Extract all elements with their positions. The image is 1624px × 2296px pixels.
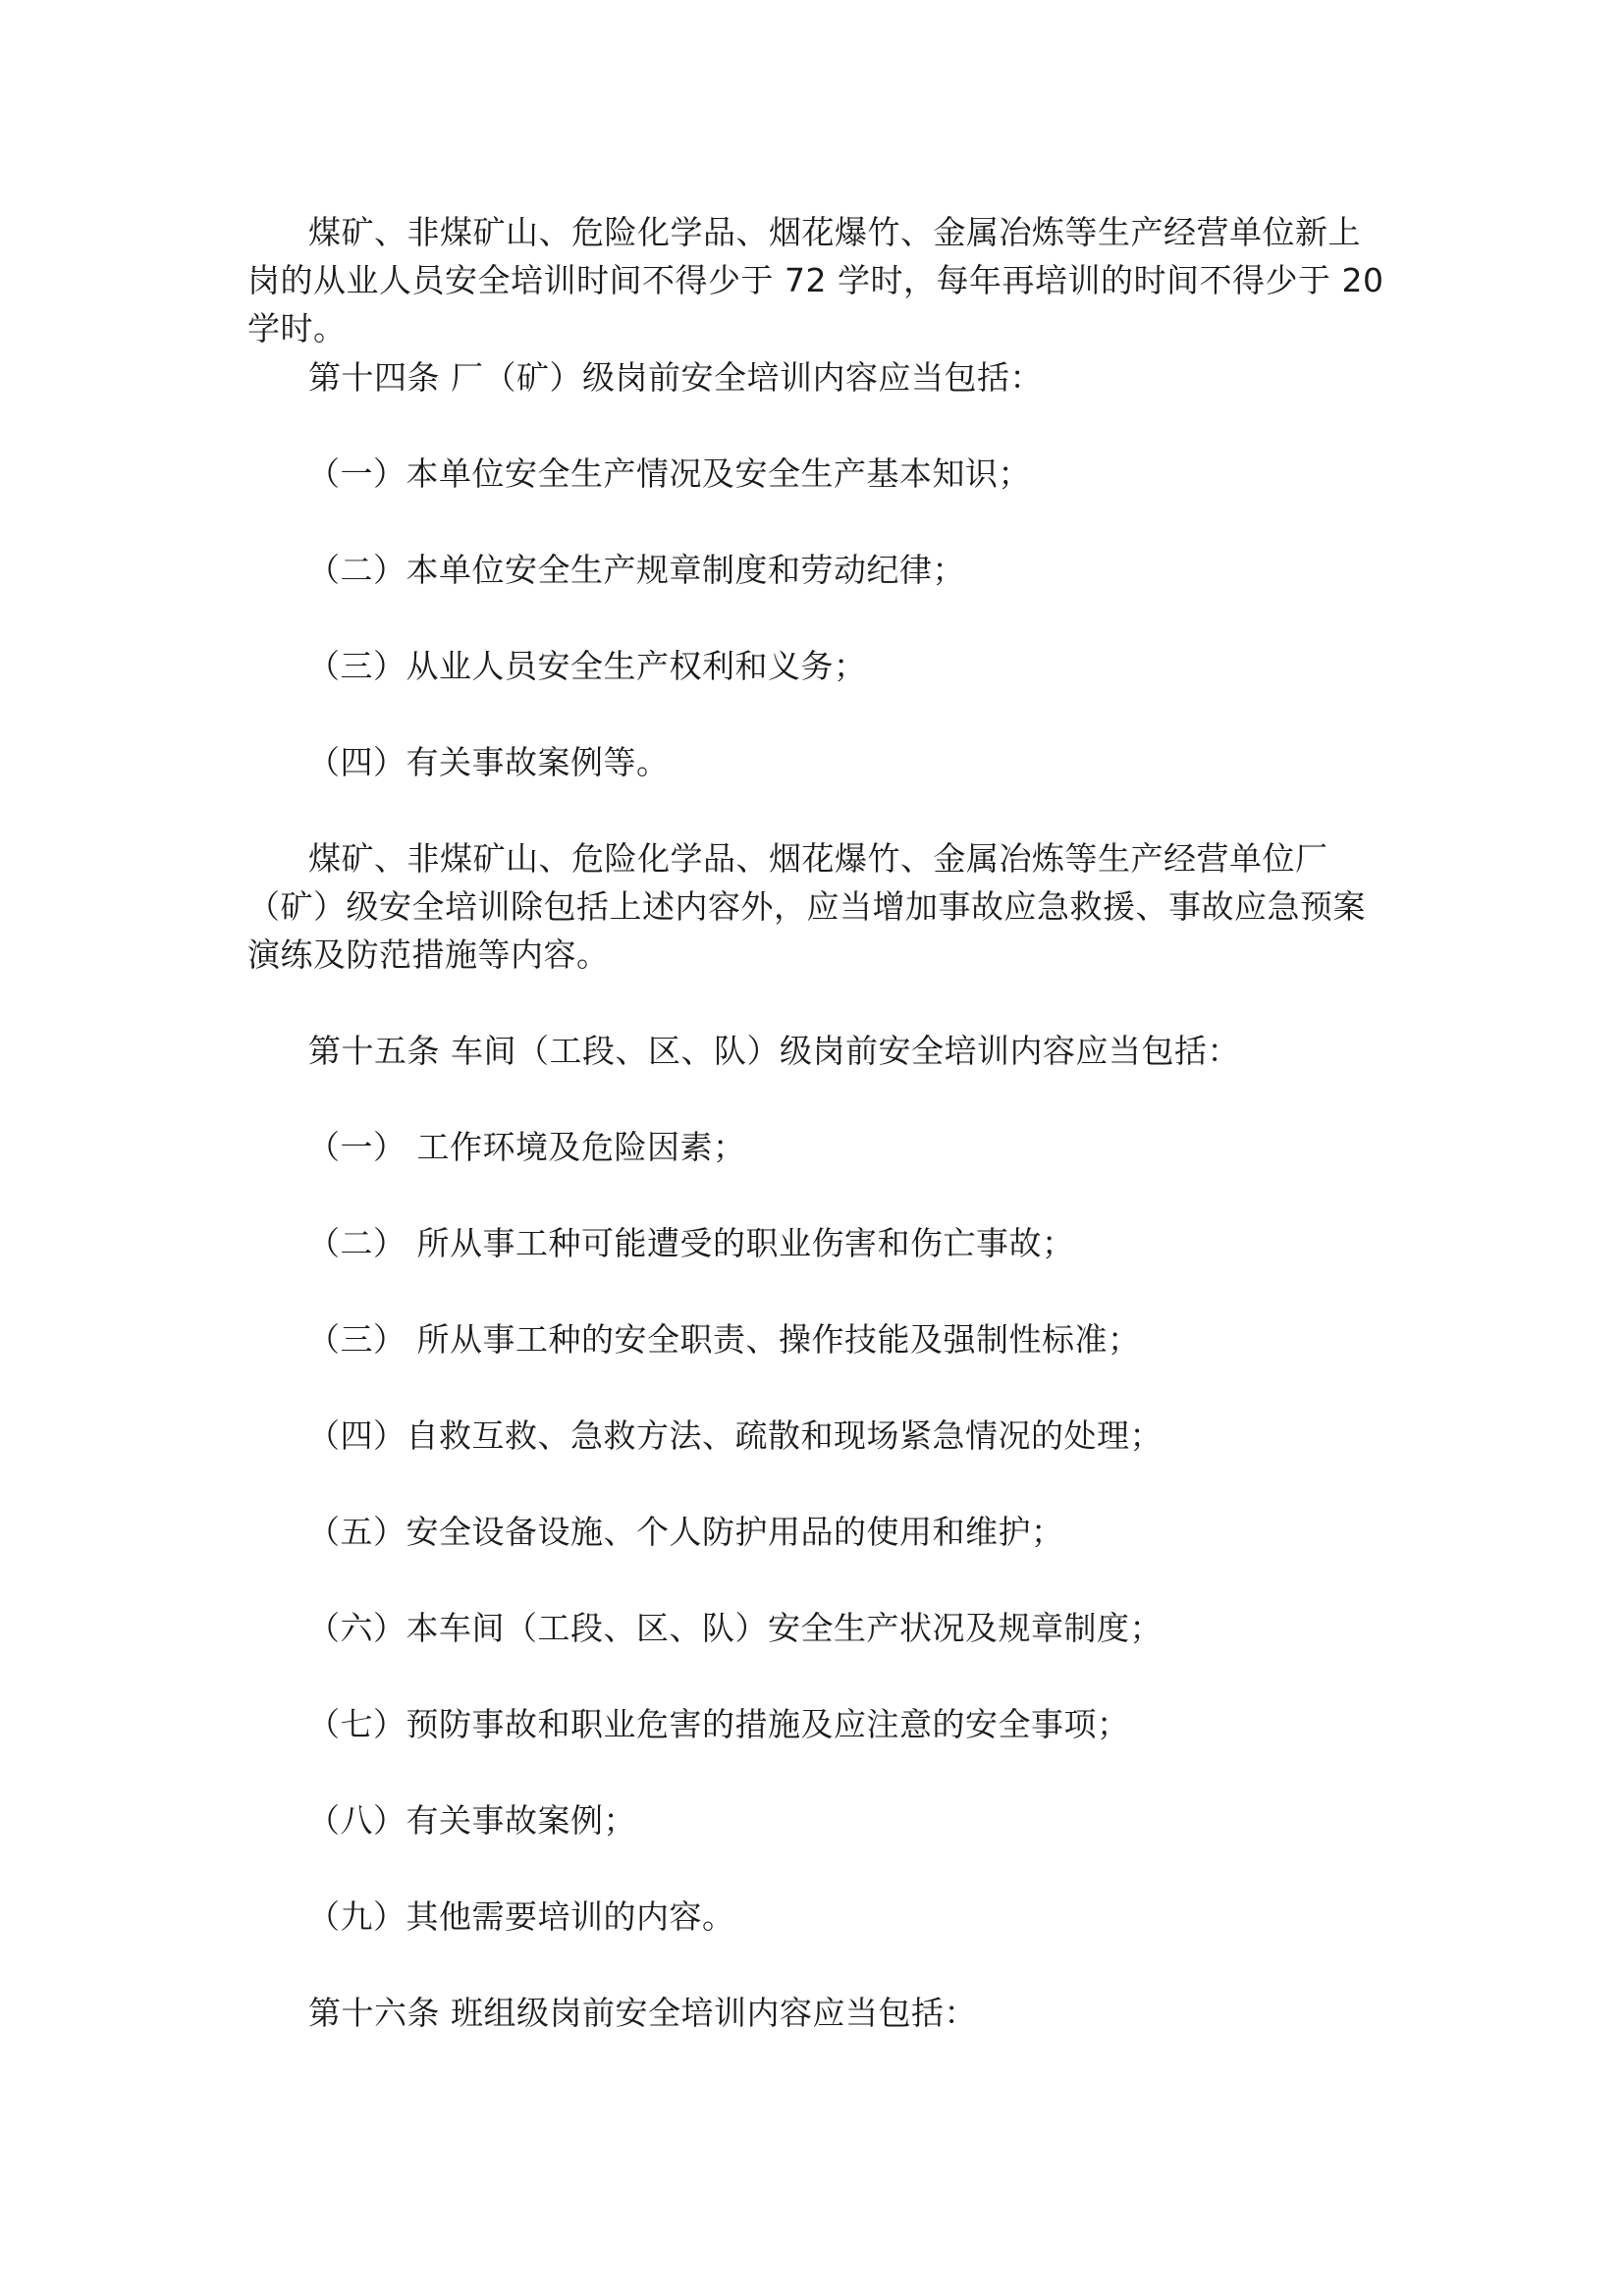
paragraph-training-hours: 煤矿、非煤矿山、危险化学品、烟花爆竹、金属冶炼等生产经营单位新上岗的从业人员安全培训时间不得少于 72 学时，每年再培训的时间不得少于 20 学时。 bbox=[247, 213, 1395, 347]
article-15-item-8: （八）有关事故案例； bbox=[307, 1801, 636, 1840]
article-15-item-1: （一） 工作环境及危险因素； bbox=[307, 1128, 746, 1166]
article-14-item-1: （一）本单位安全生产情况及安全生产基本知识； bbox=[307, 454, 1031, 493]
article-15-item-5: （五）安全设备设施、个人防护用品的使用和维护； bbox=[307, 1513, 1064, 1551]
article-14-item-4: （四）有关事故案例等。 bbox=[307, 743, 670, 781]
article-15-heading: 第十五条 车间（工段、区、队）级岗前安全培训内容应当包括： bbox=[308, 1032, 1240, 1070]
article-15-item-9: （九）其他需要培训的内容。 bbox=[307, 1897, 735, 1936]
article-15-item-4: （四）自救互救、急救方法、疏散和现场紧急情况的处理； bbox=[307, 1416, 1163, 1455]
article-15-item-6: （六）本车间（工段、区、队）安全生产状况及规章制度； bbox=[307, 1609, 1163, 1647]
article-14-heading: 第十四条 厂（矿）级岗前安全培训内容应当包括： bbox=[308, 358, 1043, 397]
article-14-item-2: （二）本单位安全生产规章制度和劳动纪律； bbox=[307, 551, 965, 589]
article-14-item-3: （三）从业人员安全生产权利和义务； bbox=[307, 647, 867, 685]
article-15-item-7: （七）预防事故和职业危害的措施及应注意的安全事项； bbox=[307, 1705, 1130, 1743]
article-15-item-3: （三） 所从事工种的安全职责、操作技能及强制性标准； bbox=[307, 1320, 1141, 1359]
article-15-item-2: （二） 所从事工种可能遭受的职业伤害和伤亡事故； bbox=[307, 1224, 1075, 1262]
article-16-heading: 第十六条 班组级岗前安全培训内容应当包括： bbox=[308, 1994, 977, 2032]
paragraph-factory-training-extra: 煤矿、非煤矿山、危险化学品、烟花爆竹、金属冶炼等生产经营单位厂（矿）级安全培训除包括上述内容外，应当增加事故应急救援、事故应急预案演练及防范措施等内容。 bbox=[247, 839, 1366, 974]
